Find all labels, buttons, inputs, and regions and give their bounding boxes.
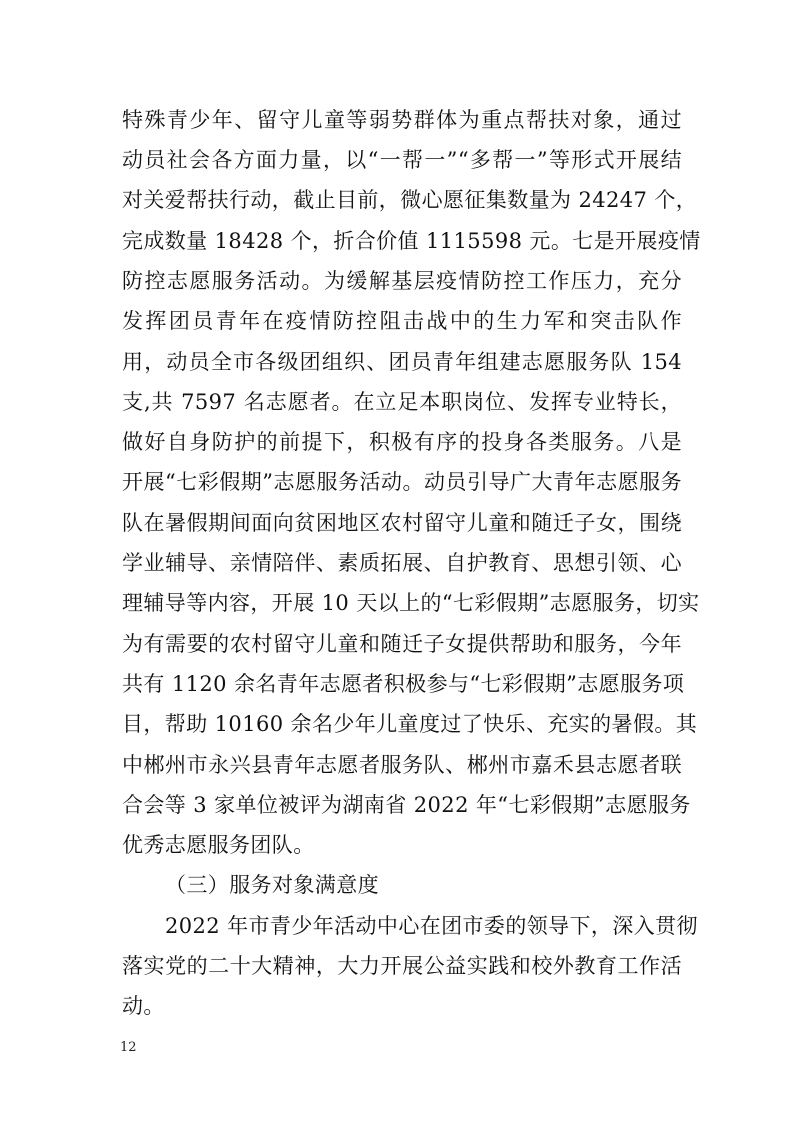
body-text-line: 学业辅导、亲情陪伴、素质拓展、自护教育、思想引领、心 bbox=[122, 551, 682, 575]
body-text-line: 做好自身防护的前提下，积极有序的投身各类服务。八是 bbox=[122, 430, 682, 454]
body-text-line: 动员社会各方面力量，以“一帮一”“多帮一”等形式开展结 bbox=[122, 148, 682, 172]
body-text-line: 完成数量 18428 个，折合价值 1115598 元。七是开展疫情 bbox=[122, 229, 701, 253]
body-text-line: 对关爱帮扶行动，截止目前，微心愿征集数量为 24247 个， bbox=[122, 188, 698, 212]
body-text-line: 为有需要的农村留守儿童和随迁子女提供帮助和服务，今年 bbox=[122, 632, 682, 656]
body-text-line: 队在暑假期间面向贫困地区农村留守儿童和随迁子女，围绕 bbox=[122, 511, 682, 535]
body-text-line: 用，动员全市各级团组织、团员青年组建志愿服务队 154 bbox=[122, 350, 682, 374]
body-text-line: 合会等 3 家单位被评为湖南省 2022 年“七彩假期”志愿服务 bbox=[122, 793, 691, 817]
body-text-line: 动。 bbox=[122, 994, 165, 1018]
body-text-line: 中郴州市永兴县青年志愿者服务队、郴州市嘉禾县志愿者联 bbox=[122, 753, 682, 777]
body-text-line: 共有 1120 余名青年志愿者积极参与“七彩假期”志愿服务项 bbox=[122, 672, 685, 696]
body-text-line: 防控志愿服务活动。为缓解基层疫情防控工作压力，充分 bbox=[122, 269, 682, 293]
body-text-line: 发挥团员青年在疫情防控阻击战中的生力军和突击队作 bbox=[122, 309, 682, 333]
body-text-line: 开展“七彩假期”志愿服务活动。动员引导广大青年志愿服务 bbox=[122, 470, 682, 494]
body-text-line: 支,共 7597 名志愿者。在立足本职岗位、发挥专业特长， bbox=[122, 390, 682, 414]
body-text-line: 特殊青少年、留守儿童等弱势群体为重点帮扶对象，通过 bbox=[122, 108, 682, 132]
page-number: 12 bbox=[120, 1040, 137, 1055]
body-text-line: 优秀志愿服务团队。 bbox=[122, 833, 315, 857]
body-text-line: 理辅导等内容，开展 10 天以上的“七彩假期”志愿服务，切实 bbox=[122, 591, 700, 615]
body-text-line: 目，帮助 10160 余名少年儿童度过了快乐、充实的暑假。其 bbox=[122, 712, 698, 736]
section-heading: （三）服务对象满意度 bbox=[165, 873, 379, 897]
body-text-line: 落实党的二十大精神，大力开展公益实践和校外教育工作活 bbox=[122, 954, 682, 978]
body-text-line: 2022 年市青少年活动中心在团市委的领导下，深入贯彻 bbox=[165, 914, 698, 938]
